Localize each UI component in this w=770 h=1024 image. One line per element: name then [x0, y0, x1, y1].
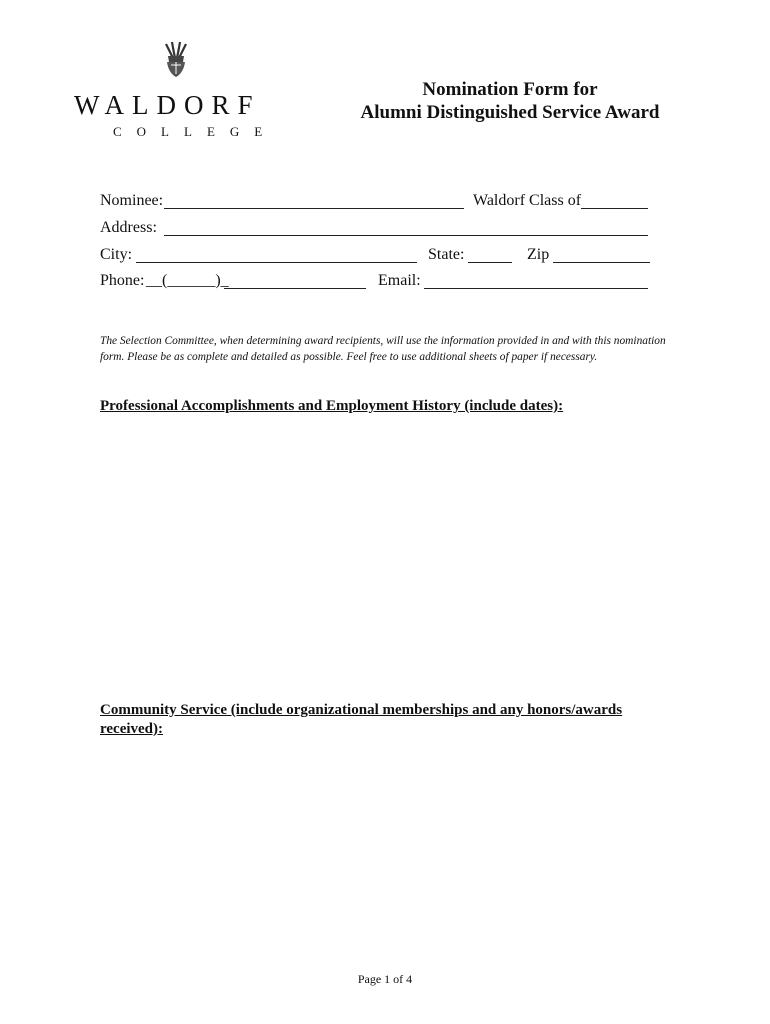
form-title-line2: Alumni Distinguished Service Award: [360, 102, 660, 123]
address-field[interactable]: [164, 235, 648, 236]
logo-subtitle: COLLEGE: [113, 124, 278, 139]
logo-wordmark: WALDORF: [74, 90, 261, 120]
email-label: Email:: [378, 272, 421, 289]
email-field[interactable]: [424, 288, 648, 289]
form-title-line1: Nomination Form for: [422, 79, 598, 100]
nominee-label: Nominee:: [100, 192, 164, 209]
zip-label: Zip: [527, 246, 550, 263]
state-label: State:: [428, 246, 465, 263]
city-label: City:: [100, 246, 133, 263]
logo-emblem-icon: [156, 40, 196, 78]
city-field[interactable]: [136, 262, 417, 263]
address-label: Address:: [100, 219, 157, 236]
section-professional-heading: Professional Accomplishments and Employment History (include dates):: [100, 398, 564, 414]
page-number: Page 1 of 4: [357, 972, 413, 986]
class-year-field[interactable]: [581, 208, 648, 209]
state-field[interactable]: [468, 262, 512, 263]
community-response-area[interactable]: [100, 745, 660, 955]
zip-field[interactable]: [553, 262, 650, 263]
phone-field[interactable]: [224, 288, 366, 289]
class-year-label: Waldorf Class of: [473, 192, 582, 209]
phone-label: Phone:: [100, 272, 145, 289]
instructions-text: The Selection Committee, when determining award recipients, will use the information provided in and with this nomination form. Please be as complete and detailed as possible. Feel free to use additional sheets of paper if necessary.: [100, 335, 666, 363]
section-community-heading: Community Service (include organizational memberships and any honors/awards received):: [100, 702, 623, 737]
professional-response-area[interactable]: [100, 425, 660, 685]
phone-format: __(______)_: [146, 272, 229, 289]
nominee-field[interactable]: [164, 208, 464, 209]
